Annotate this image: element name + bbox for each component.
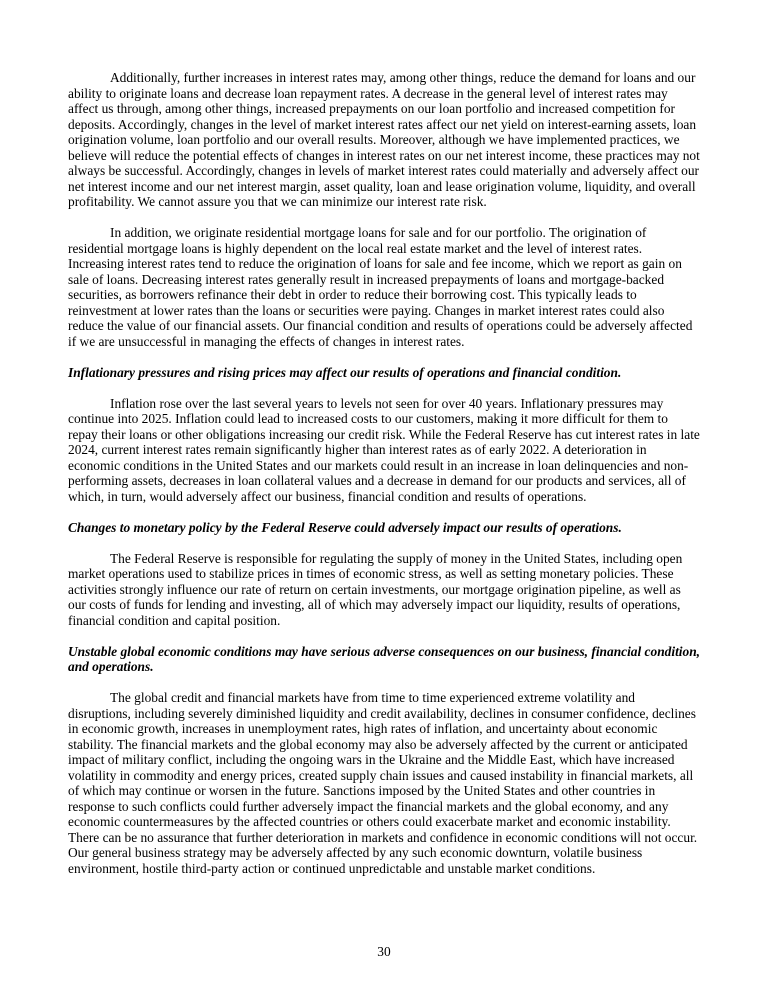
- page-footer: [0, 944, 768, 960]
- heading-unstable-global-conditions: Unstable global economic conditions may have serious adverse consequences on our business, financial condition, and operations.: [68, 643, 700, 674]
- heading-monetary-policy: Changes to monetary policy by the Federal Reserve could adversely impact our results of operations.: [68, 519, 622, 535]
- paragraph-global-markets: The global credit and financial markets have from time to time experienced extreme volatility and disruptions, including severely diminished liquidity and credit availability, declines in consumer confidence, declines in economic growth, increases in unemployment rates, high rates of inflation, and uncertainty about economic stability. The financial markets and the global economy may also be adversely affected by the current or anticipated impact of military conflict, including the ongoing wars in the Ukraine and the Middle East, which have increased volatility in commodity and energy prices, created supply chain issues and caused instability in financial markets, all of which may continue or worsen in the future. Sanctions imposed by the United States and other countries in response to such conflicts could further adversely impact the financial markets and the global economy, and any economic countermeasures by the affected countries or others could exacerbate market and economic instability. There can be no assurance that further deterioration in markets and confidence in economic conditions will not occur. Our general business strategy may be adversely affected by any such economic downturn, volatile business environment, hostile third-party action or continued unpredictable and unstable market conditions.: [68, 690, 698, 876]
- page-number: 30: [377, 944, 391, 959]
- document-content: [68, 70, 700, 892]
- paragraph-federal-reserve: The Federal Reserve is responsible for regulating the supply of money in the United States, including open market operations used to stabilize prices in times of economic stress, as well as setting monetary policies. These activities strongly influence our rate of return on certain investments, our mortgage origination pipeline, as well as our costs of funds for lending and investing, all of which may adversely impact our liquidity, results of operations, financial condition and capital position.: [68, 550, 683, 628]
- paragraph-interest-rate-risk: Additionally, further increases in interest rates may, among other things, reduce the demand for loans and our ability to originate loans and decrease loan repayment rates. A decrease in the general level of interest rates may affect us through, among other things, increased prepayments on our loan portfolio and increased competition for deposits. Accordingly, changes in the level of market interest rates affect our net yield on interest-earning assets, loan origination volume, loan portfolio and our overall results. Moreover, although we have implemented practices, we believe will reduce the potential effects of changes in interest rates on our net interest income, these practices may not always be successful. Accordingly, changes in levels of market interest rates could materially and adversely affect our net interest income and our net interest margin, asset quality, loan and lease origination volume, liquidity, and overall profitability. We cannot assure you that we can minimize our interest rate risk.: [68, 70, 700, 209]
- paragraph-inflation: Inflation rose over the last several years to levels not seen for over 40 years. Inflationary pressures may continue into 2025. Inflation could lead to increased costs to our customers, making it more difficult for them to repay their loans or other obligations increasing our credit risk. While the Federal Reserve has cut interest rates in late 2024, current interest rates remain significantly higher than interest rates as of early 2022. A deterioration in economic conditions in the United States and our markets could result in an increase in loan delinquencies and non-performing assets, decreases in loan collateral values and a decrease in demand for our products and services, all of which, in turn, would adversely affect our business, financial condition and results of operations.: [68, 395, 700, 504]
- paragraph-mortgage-origination: In addition, we originate residential mortgage loans for sale and for our portfolio. The origination of residential mortgage loans is highly dependent on the local real estate market and the level of interest rates. Increasing interest rates tend to reduce the origination of loans for sale and fee income, which we report as gain on sale of loans. Decreasing interest rates generally result in increased prepayments of loans and mortgage-backed securities, as borrowers refinance their debt in order to reduce their borrowing cost. This typically leads to reinvestment at lower rates than the loans or securities were paying. Changes in market interest rates could also reduce the value of our financial assets. Our financial condition and results of operations could be adversely affected if we are unsuccessful in managing the effects of changes in interest rates.: [68, 225, 693, 349]
- heading-inflationary-pressures: Inflationary pressures and rising prices may affect our results of operations and financial condition.: [68, 364, 622, 380]
